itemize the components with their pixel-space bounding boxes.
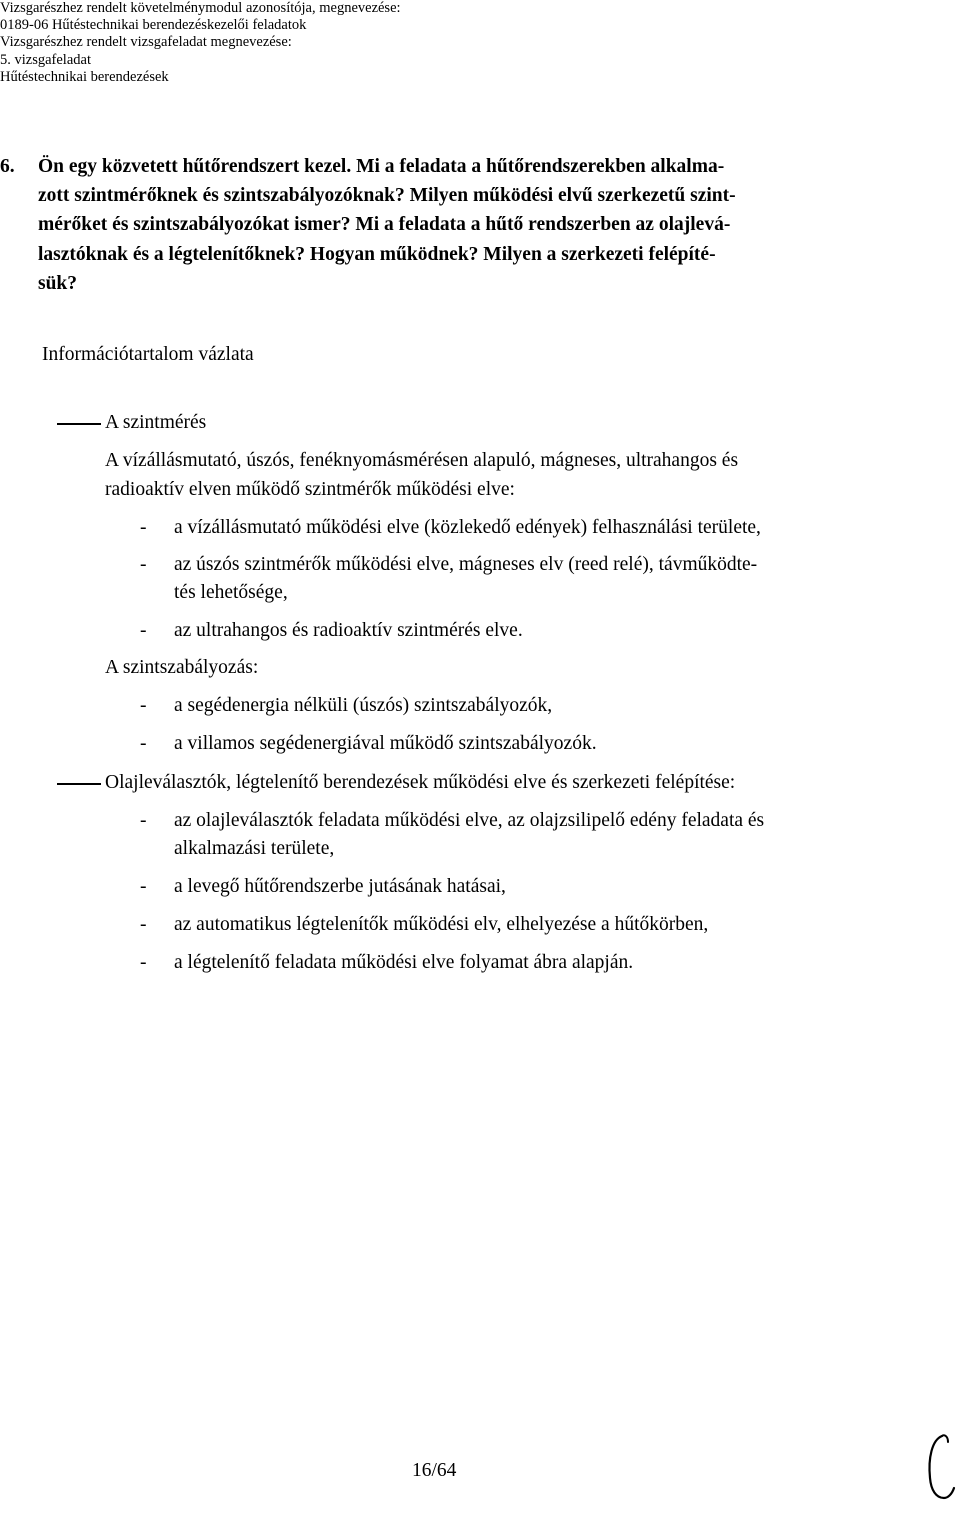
question-text <box>38 152 855 298</box>
list-item: az ultrahangos és radioaktív szintmérés elve. <box>174 620 523 641</box>
outline-title: Információtartalom vázlata <box>42 344 254 365</box>
bullet-marker: - <box>140 952 147 973</box>
list-item-continuation: alkalmazási területe, <box>174 838 335 859</box>
question-number: 6. <box>0 156 15 177</box>
section-intro-line: A vízállásmutató, úszós, fenéknyomásmérésen alapuló, mágneses, ultrahangos és <box>105 450 739 471</box>
header-line: Vizsgarészhez rendelt vizsgafeladat megnevezése: <box>0 34 292 51</box>
list-item: a levegő hűtőrendszerbe jutásának hatásai, <box>174 876 506 897</box>
section-intro-line: radioaktív elven működő szintmérők működési elve: <box>105 479 515 500</box>
document-header <box>0 0 401 86</box>
list-item: az olajleválasztók feladata működési elve, az olajzsilipelő edény feladata és <box>174 810 765 831</box>
header-line: 5. vizsgafeladat <box>0 51 91 68</box>
section-dash-marker <box>57 423 101 425</box>
question-line: mérőket és szintszabályozókat ismer? Mi a feladata a hűtő rendszerben az olajlevá- <box>38 214 731 236</box>
section-heading-oil-separators: Olajleválasztók, légtelenítő berendezések működési elve és szerkezeti felépítése: <box>105 772 736 793</box>
section-heading-level-measurement: A szintmérés <box>105 412 207 433</box>
question-line: Ön egy közvetett hűtőrendszert kezel. Mi a feladata a hűtőrendszerekben alkalma- <box>38 156 725 177</box>
list-item: a légtelenítő feladata működési elve folyamat ábra alapján. <box>174 952 634 973</box>
question-line: sük? <box>38 272 78 294</box>
list-item-continuation: tés lehetősége, <box>174 582 288 603</box>
bullet-marker: - <box>140 554 147 575</box>
bullet-marker: - <box>140 620 147 641</box>
list-item: a villamos segédenergiával működő szintszabályozók. <box>174 733 597 754</box>
subheading-level-control: A szintszabályozás: <box>105 657 259 678</box>
page-number: 16/64 <box>412 1460 457 1481</box>
bullet-marker: - <box>140 733 147 754</box>
list-item: a segédenergia nélküli (úszós) szintszabályozók, <box>174 695 553 716</box>
list-item: a vízállásmutató működési elve (közlekedő edények) felhasználási területe, <box>174 517 761 538</box>
question-line: lasztóknak és a légtelenítőknek? Hogyan működnek? Milyen a szerkezeti felépíté- <box>38 243 716 265</box>
bullet-marker: - <box>140 695 147 716</box>
header-line: Hűtéstechnikai berendezések <box>0 68 169 85</box>
question-line: zott szintmérőknek és szintszabályozóknak? Milyen működési elvű szerkezetű szint- <box>38 185 736 207</box>
list-item: az úszós szintmérők működési elve, mágneses elv (reed relé), távműködte- <box>174 554 758 575</box>
list-item: az automatikus légtelenítők működési elv, elhelyezése a hűtőkörben, <box>174 914 709 935</box>
section-dash-marker <box>57 783 101 785</box>
bullet-marker: - <box>140 517 147 538</box>
question-block <box>0 152 855 298</box>
bullet-marker: - <box>140 876 147 897</box>
bullet-marker: - <box>140 810 147 831</box>
header-line: 0189-06 Hűtéstechnikai berendezéskezelői feladatok <box>0 17 307 34</box>
header-line: Vizsgarészhez rendelt követelménymodul azonosítója, megnevezése: <box>0 0 401 16</box>
handwritten-initial-mark <box>918 1428 958 1513</box>
bullet-marker: - <box>140 914 147 935</box>
